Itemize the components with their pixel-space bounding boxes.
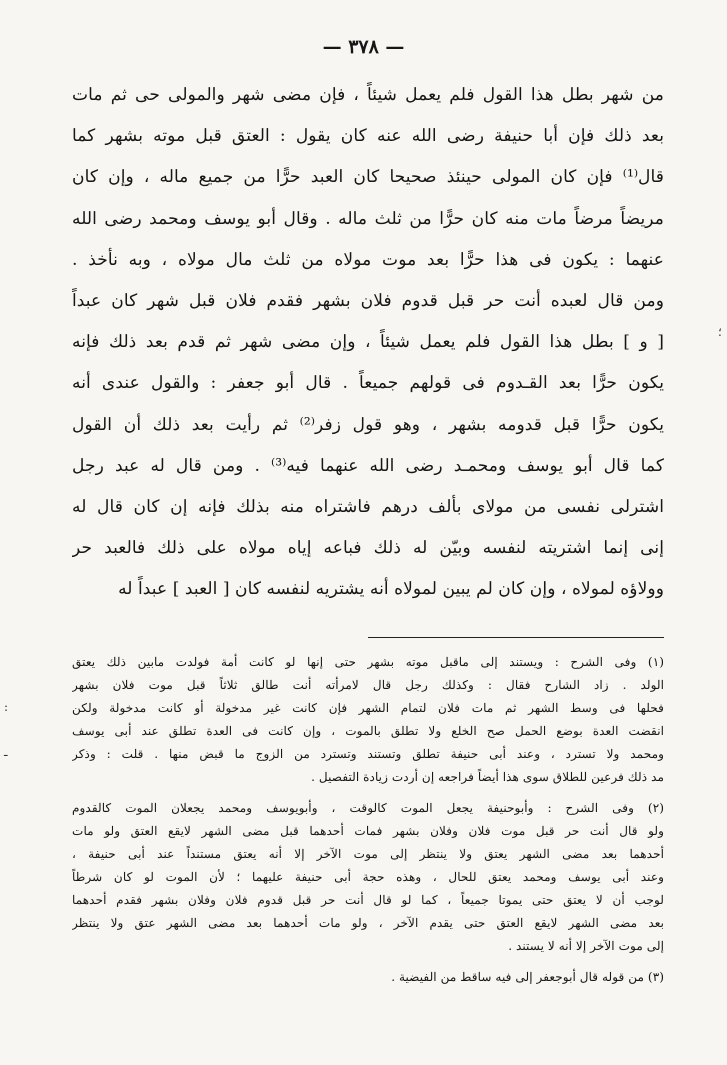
- footnote-1: [72, 651, 664, 789]
- footnotes: [72, 651, 664, 989]
- footnote-line: مد ذلك فرعين للطلاق سوى هذا أيضاً فراجعه إن أردت زيادة التفصيل .: [311, 770, 664, 784]
- text-line: ومن قال لعبده أنت حر قبل قدوم فلان بشهر فقدم فلان قبل شهر كان عبداً: [72, 290, 664, 311]
- footnote-line: (١) وفى الشرح : ويستند إلى ماقبل موته بشهر حتى إنها لو كانت أمة فولدت مابين ذلك يعتق: [72, 655, 664, 669]
- text-line: وولاؤه لمولاه ، وإن كان لم يبين لمولاه أنه يشتريه لنفسه كان [ العبد ] عبداً له: [118, 579, 664, 600]
- footnote-line: وعند أبى يوسف ومحمد يعتق للحال ، وهذه حجة أبى حنيفة عليهما ؛ لأن الموت لو كان شرطاً: [72, 870, 664, 884]
- text-line: من شهر بطل هذا القول فلم يعمل شيئاً ، فإن مضى شهر والمولى حى ثم مات: [72, 85, 664, 105]
- text-line: مريضاً مرضاً مات منه كان حرًّا من ثلث ماله . وقال أبو يوسف ومحمد رضى الله: [72, 208, 664, 229]
- footnote-line: فحلها فى وسط الشهر ثم مات فلان لتمام الشهر فإن كانت غير مدخولة أو كانت مدخولة ولكن: [72, 701, 664, 715]
- footnote-line: (٢) وفى الشرح : وأبوحنيفة يجعل الموت كالوقت ، وأبويوسف ومحمد يجعلان الموت كالقدوم: [72, 801, 664, 815]
- text-line: يكون حرًّا بعد القـدوم فى قولهم جميعاً . قال أبو جعفر : والقول عندى أنه: [72, 373, 664, 394]
- text-line: [ و ] بطل هذا القول فلم يعمل شيئاً ، وإن مضى شهر ثم قدم بعد ذلك فإنه: [72, 332, 664, 353]
- text-line: اشترلى نفسى من مولاى بألف درهم فاشتراه منه بذلك فإنه إن كان قال له: [72, 496, 664, 517]
- footnote-3: [72, 966, 664, 989]
- footnote-line: ولو قال أنت حر قبل موت فلان وفلان بشهر فمات أحدهما قبل مضى الشهر لايقع العتق ولو مات: [72, 824, 664, 838]
- page-number: — ٣٧٨ —: [322, 36, 405, 58]
- footnote-line: انقضت العدة بوضع الحمل صح الخلع ولا تطلق بالموت ، وإن كانت فى العدة تطلق عند أبى يوسف: [72, 724, 664, 738]
- footnote-separator: [368, 637, 664, 638]
- text-line: يكون حرًّا قبل قدومه بشهر ، وهو قول زفر⁽²⁾ ثم رأيت بعد ذلك أن القول: [72, 414, 664, 435]
- footnote-line: لوجب أن لا يعتق حتى يموتا جميعاً ، كما لو قال أنت حر قبل قدوم فلان وفلان بشهر فقدم أحدهما: [72, 893, 664, 907]
- text-line: إنى إنما اشتريته لنفسه وبيّن له ذلك فباعه إياه مولاه على ذلك فالعبد حر: [72, 538, 664, 559]
- text-line: عنهما : يكون فى هذا حرًّا بعد موت مولاه من ثلث مال مولاه ، وبه نأخذ .: [72, 249, 664, 270]
- text-line: قال⁽¹⁾ فإن كان المولى حينئذ صحيحا كان العبد حرًّا من جميع ماله ، وإن كان: [72, 167, 664, 188]
- text-line: بعد ذلك فإن أبا حنيفة رضى الله عنه كان يقول : العتق قبل موته بشهر كما: [72, 126, 664, 147]
- footnote-line: (٣) من قوله قال أبوجعفر إلى فيه ساقط من الفيضية .: [391, 970, 664, 984]
- margin-mark: ؛: [718, 325, 722, 339]
- footnote-2: [72, 797, 664, 958]
- footnote-line: الولد . زاد الشارح فقال : وكذلك رجل قال لامرأته أنت طالق ثلاثاً قبل موت فلان بشهر: [72, 678, 664, 692]
- margin-mark: ـ: [4, 745, 8, 759]
- main-text: [72, 75, 664, 610]
- footnote-line: بعد مضى الشهر لايقع العتق حتى يقدم الآخر ، ولو مات أحدهما بعد مضى الشهر عتق ولا ينتظر: [72, 916, 664, 930]
- footnote-line: ومحمد ولا تسترد ، وعند أبى حنيفة تطلق وتستند وتسترد من الزوج ما قبض منها . قلت : وذكر: [72, 747, 664, 761]
- footnote-line: إلى موت الآخر إلا أنه لا يستند .: [508, 939, 664, 953]
- footnote-line: أحدهما بعد مضى الشهر يعتق ولا ينتظر إلى موت الآخر إلا أنه يعتق مستنداً عند أبى حنيفة ،: [72, 847, 664, 861]
- margin-mark: :: [4, 700, 9, 714]
- text-line: كما قال أبو يوسف ومحمـد رضى الله عنهما فيه⁽³⁾ . ومن قال له عبد رجل: [72, 455, 664, 476]
